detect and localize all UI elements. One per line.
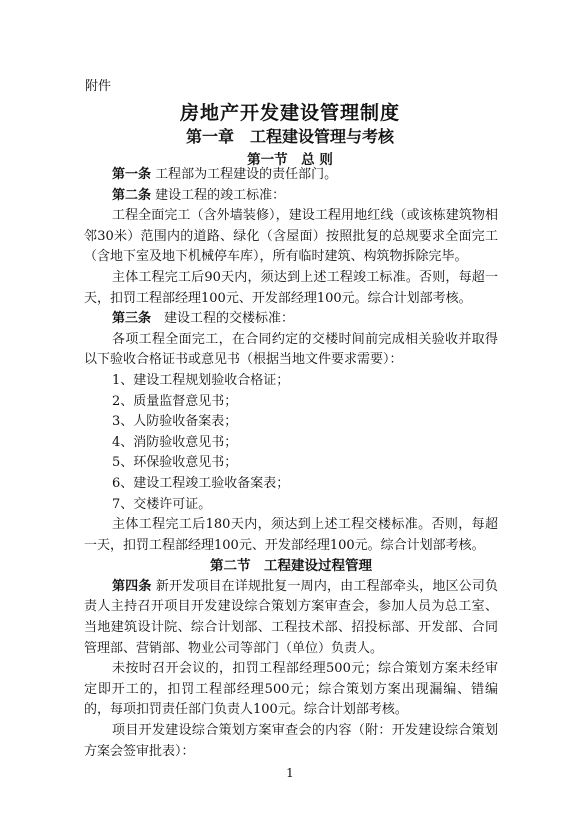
meeting-content-paragraph: 项目开发建设综合策划方案审查会的内容（附：开发建设综合策划方案会签审批表）： — [84, 723, 498, 759]
penalty-paragraph-2: 主体工程完工后180天内，须达到上述工程交楼标准。否则，每超一天，扣罚工程部经理100元、开发部经理100元。综合计划部考核。 — [84, 517, 498, 553]
attachment-label: 附件 — [85, 79, 112, 94]
page-number: 1 — [286, 766, 294, 780]
article-1-text: 工程部为工程建设的责任部门。 — [151, 167, 338, 182]
section-heading-1: 第一节 总 则 — [247, 152, 333, 168]
article-2 — [84, 186, 498, 207]
article-1-label: 第一条 — [112, 167, 152, 182]
list-item: 5、环保验收意见书； — [112, 455, 238, 471]
chapter-heading: 第一章 工程建设管理与考核 — [185, 127, 394, 146]
handover-paragraph: 各项工程全面完工，在合同约定的交楼时间前完成相关验收并取得以下验收合格证书或意见书（根据当地文件要求需要）： — [84, 331, 498, 368]
list-item: 7、交楼许可证。 — [112, 496, 212, 512]
completion-standard-paragraph: 工程全面完工（含外墙装修），建设工程用地红线（或该栋建筑物相邻30米）范围内的道路、绿化（含屋面）按照批复的总规要求全面完工（含地下室及地下机械停车库），所有临时建筑、构筑物拆除完毕。 — [84, 208, 498, 265]
article-2-text: 建设工程的竣工标准： — [151, 187, 286, 203]
list-item: 4、消防验收意见书； — [112, 434, 238, 450]
section-heading-2: 第二节 工程建设过程管理 — [210, 558, 372, 575]
article-3-label: 第三条 — [112, 311, 152, 327]
document-title: 房地产开发建设管理制度 — [179, 102, 400, 124]
penalty-paragraph-3: 未按时召开会议的，扣罚工程部经理500元；综合策划方案未经审定即开工的，扣罚工程部经理500元；综合策划方案出现漏编、错编的，每项扣罚责任部门负责人100元。综合计划部考核。 — [84, 661, 498, 718]
article-2-label: 第二条 — [112, 187, 152, 203]
list-item: 2、质量监督意见书； — [112, 393, 238, 409]
document-body — [84, 165, 498, 762]
penalty-paragraph-1: 主体工程完工后90天内，须达到上述工程竣工标准。否则，每超一天，扣罚工程部经理100元、开发部经理100元。综合计划部考核。 — [84, 269, 498, 306]
list-item: 1、建设工程规划验收合格证； — [112, 372, 290, 388]
article-4-label: 第四条 — [112, 578, 152, 594]
list-item: 3、人防验收备案表； — [112, 414, 238, 430]
article-4-text: 新开发项目在详规批复一周内，由工程部牵头，地区公司负责人主持召开项目开发建设综合策划方案审查会，参加人员为总工室、当地建筑设计院、综合计划部、工程技术部、招投标部、开发部、合同管理部、营销部、物业公司等部门（单位）负责人。 — [84, 578, 498, 656]
article-1 — [84, 165, 498, 186]
article-4 — [84, 577, 498, 659]
article-3-text: 建设工程的交楼标准： — [151, 311, 295, 327]
article-3 — [84, 309, 498, 330]
list-item: 6、建设工程竣工验收备案表； — [112, 475, 290, 491]
